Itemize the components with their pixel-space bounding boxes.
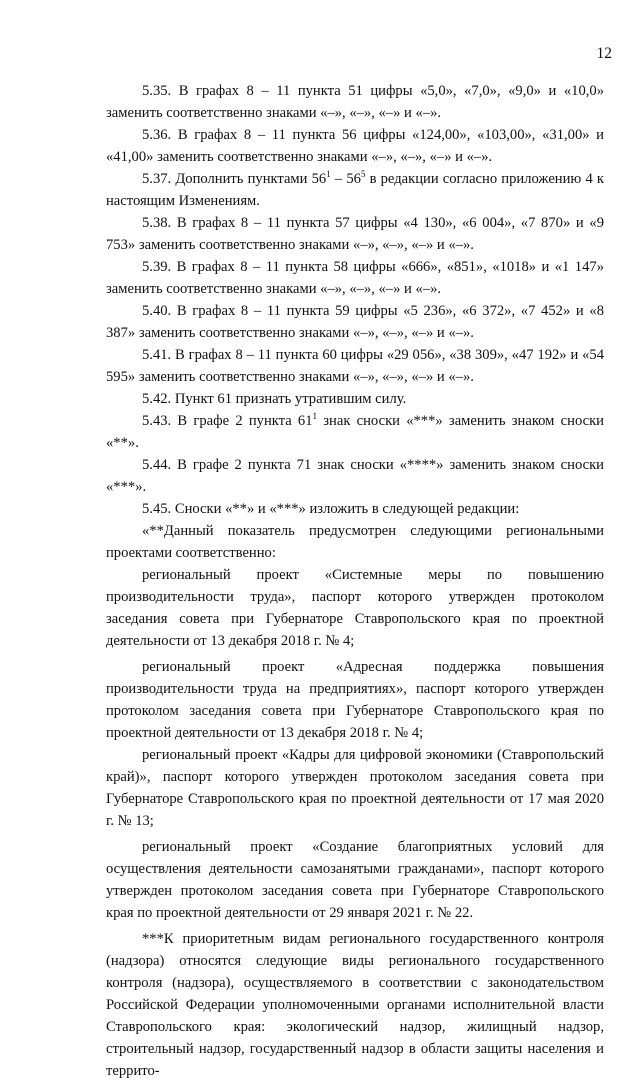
footnote-regional-control: ***К приоритетным видам регионального государственного контроля (надзора) относятся следующие виды регионального государственного контроля (надзора), осуществляемого в соответствии с законодательством Российской Федерации уполномоченными органами исполнительной власти Ставропольского края: экологический надзор, жилищный надзор, строительный надзор, государственный надзор в области защиты населения и террито- bbox=[106, 931, 604, 1079]
footnote-project-targeted-support: региональный проект «Адресная поддержка повышения производительности труда на предприятиях», паспорт которого утвержден протоколом заседания совета при Губернаторе Ставропольского края по проектной деятельности от 13 декабря 2018 г. № 4; bbox=[106, 659, 604, 741]
item-5-38: 5.38. В графах 8 – 11 пункта 57 цифры «4 130», «6 004», «7 870» и «9 753» заменить соответственно знаками «–», «–», «–» и «–». bbox=[106, 215, 604, 253]
footnote-project-self-employed: региональный проект «Создание благоприятных условий для осуществления деятельности самозанятыми гражданами», паспорт которого утвержден протоколом заседания совета при Губернаторе Ставропольского края по проектной деятельности от 29 января 2021 г. № 22. bbox=[106, 839, 604, 921]
item-5-37-text-end: в редакции согласно приложению 4 к настоящим Изменениям. bbox=[106, 171, 605, 209]
item-5-43 bbox=[106, 410, 604, 454]
footnote-project-digital-staff: региональный проект «Кадры для цифровой экономики (Ставропольский край)», паспорт которого утвержден протоколом заседания совета при Губернаторе Ставропольского края по проектной деятельности от 17 мая 2020 г. № 13; bbox=[106, 747, 604, 829]
footnote-intro: «**Данный показатель предусмотрен следующими региональными проектами соответственно: bbox=[106, 523, 604, 561]
item-5-43-text-start: 5.43. В графе 2 пункта 61 bbox=[142, 413, 313, 429]
page-number: 12 bbox=[596, 45, 612, 62]
item-5-37-text-start: 5.37. Дополнить пунктами 56 bbox=[142, 171, 327, 187]
item-5-37-superscript-1: 1 bbox=[326, 169, 331, 179]
item-5-41: 5.41. В графах 8 – 11 пункта 60 цифры «29 056», «38 309», «47 192» и «54 595» заменить соответственно знаками «–», «–», «–» и «–». bbox=[106, 347, 604, 385]
document-body bbox=[106, 80, 604, 1082]
item-5-37 bbox=[106, 168, 604, 212]
item-5-42: 5.42. Пункт 61 признать утратившим силу. bbox=[142, 391, 407, 407]
footnote-project-productivity: региональный проект «Системные меры по повышению производительности труда», паспорт которого утвержден протоколом заседания совета при Губернаторе Ставропольского края по проектной деятельности от 13 декабря 2018 г. № 4; bbox=[106, 567, 604, 649]
item-5-39: 5.39. В графах 8 – 11 пункта 58 цифры «666», «851», «1018» и «1 147» заменить соответственно знаками «–», «–», «–» и «–». bbox=[106, 259, 604, 297]
item-5-37-text-dash: – 56 bbox=[330, 171, 361, 187]
item-5-36: 5.36. В графах 8 – 11 пункта 56 цифры «124,00», «103,00», «31,00» и «41,00» заменить соответственно знаками «–», «–», «–» и «–». bbox=[106, 127, 604, 165]
item-5-37-superscript-5: 5 bbox=[360, 169, 366, 179]
item-5-35: 5.35. В графах 8 – 11 пункта 51 цифры «5,0», «7,0», «9,0» и «10,0» заменить соответственно знаками «–», «–», «–» и «–». bbox=[106, 83, 604, 121]
item-5-40: 5.40. В графах 8 – 11 пункта 59 цифры «5 236», «6 372», «7 452» и «8 387» заменить соответственно знаками «–», «–», «–» и «–». bbox=[106, 303, 604, 341]
item-5-43-superscript: 1 bbox=[312, 411, 318, 421]
item-5-43-text-end: знак сноски «***» заменить знаком сноски «**». bbox=[106, 413, 604, 451]
item-5-45: 5.45. Сноски «**» и «***» изложить в следующей редакции: bbox=[142, 501, 520, 517]
item-5-44: 5.44. В графе 2 пункта 71 знак сноски «****» заменить знаком сноски «***». bbox=[106, 457, 604, 495]
